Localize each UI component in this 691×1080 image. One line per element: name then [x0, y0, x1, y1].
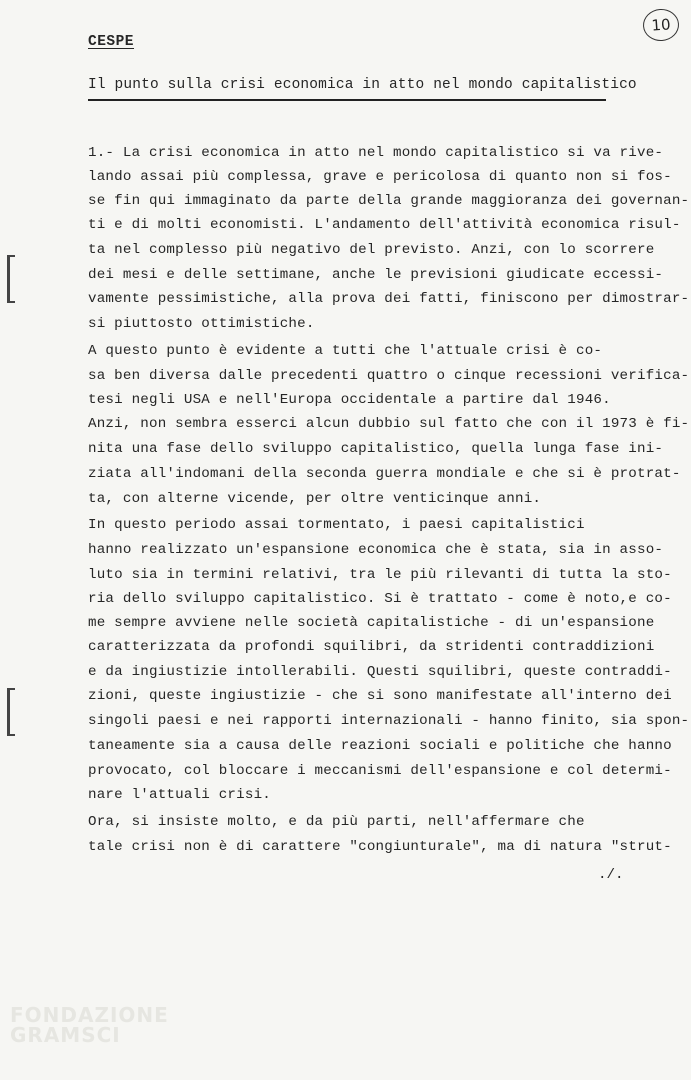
page-number: 10 [642, 8, 680, 42]
text-line: dei mesi e delle settimane, anche le previsioni giudicate eccessi- [88, 267, 664, 283]
text-line: vamente pessimistiche, alla prova dei fatti, finiscono per dimostrar- [88, 291, 690, 307]
text-line: lando assai più complessa, grave e pericolosa di quanto non si fos- [88, 169, 672, 185]
continuation-mark: ./. [598, 867, 624, 883]
text-line: ti e di molti economisti. L'andamento dell'attività economica risul- [88, 217, 681, 233]
text-line: nita una fase dello sviluppo capitalistico, quella lunga fase ini- [88, 441, 664, 457]
text-line: ziata all'indomani della seconda guerra mondiale e che si è protrat- [88, 466, 681, 482]
header-label: CESPE [88, 34, 135, 50]
margin-mark [7, 255, 10, 303]
text-line: ria dello sviluppo capitalistico. Si è trattato - come è noto,e co- [88, 591, 672, 607]
text-line: nare l'attuali crisi. [88, 787, 271, 803]
text-line: ta nel complesso più negativo del previsto. Anzi, con lo scorrere [88, 242, 655, 258]
text-line: 1.- La crisi economica in atto nel mondo capitalistico si va rive- [88, 145, 664, 161]
text-line: e da ingiustizie intollerabili. Questi squilibri, queste contraddi- [88, 664, 672, 680]
text-line: caratterizzata da profondi squilibri, da stridenti contraddizioni [88, 639, 655, 655]
text-line: taneamente sia a causa delle reazioni sociali e politiche che hanno [88, 738, 672, 754]
watermark-line: FONDAZIONE [10, 1003, 169, 1027]
margin-mark [7, 688, 10, 736]
archive-watermark [10, 1005, 169, 1045]
text-line: A questo punto è evidente a tutti che l'attuale crisi è co- [88, 343, 603, 359]
text-line: zioni, queste ingiustizie - che si sono manifestate all'interno dei [88, 688, 672, 704]
text-line: tale crisi non è di carattere "congiunturale", ma di natura "strut- [88, 839, 672, 855]
text-line: si piuttosto ottimistiche. [88, 316, 315, 332]
text-line: se fin qui immaginato da parte della grande maggioranza dei governan- [88, 193, 690, 209]
text-line: In questo periodo assai tormentato, i paesi capitalistici [88, 517, 585, 533]
text-line: sa ben diversa dalle precedenti quattro o cinque recessioni verifica- [88, 368, 690, 384]
document-title: Il punto sulla crisi economica in atto nel mondo capitalistico [88, 77, 637, 93]
watermark-line: GRAMSCI [10, 1023, 121, 1047]
text-line: hanno realizzato un'espansione economica che è stata, sia in asso- [88, 542, 664, 558]
text-line: Anzi, non sembra esserci alcun dubbio sul fatto che con il 1973 è fi- [88, 416, 690, 432]
text-line: tesi negli USA e nell'Europa occidentale a partire dal 1946. [88, 392, 611, 408]
text-line: me sempre avviene nelle società capitalistiche - di un'espansione [88, 615, 655, 631]
text-line: luto sia in termini relativi, tra le più rilevanti di tutta la sto- [88, 567, 672, 583]
text-line: Ora, si insiste molto, e da più parti, nell'affermare che [88, 814, 585, 830]
text-line: ta, con alterne vicende, per oltre venticinque anni. [88, 491, 542, 507]
text-line: provocato, col bloccare i meccanismi dell'espansione e col determi- [88, 763, 672, 779]
title-underline [88, 99, 606, 101]
text-line: singoli paesi e nei rapporti internazionali - hanno finito, sia spon- [88, 713, 690, 729]
